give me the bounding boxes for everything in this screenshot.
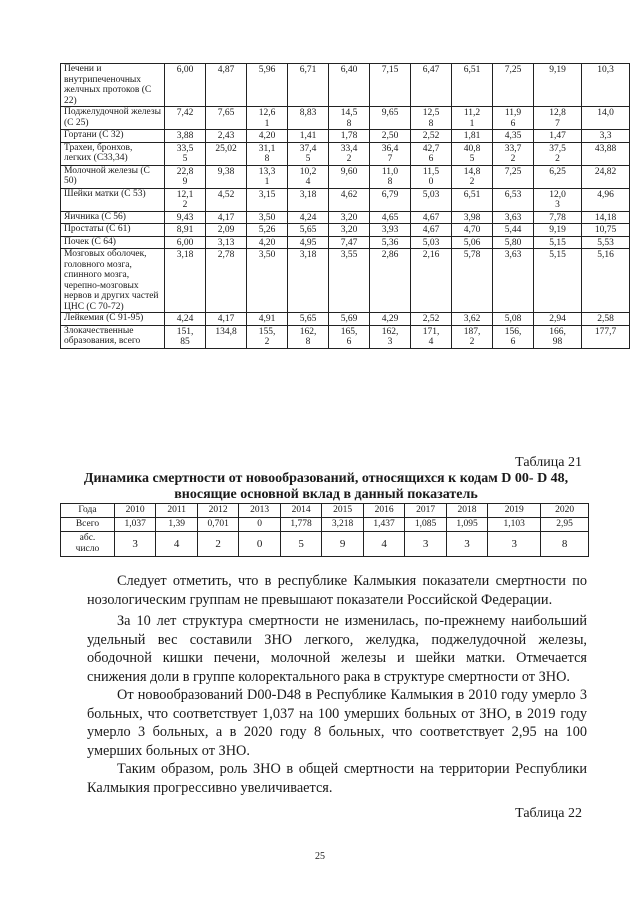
value-cell: 2,58 — [582, 313, 630, 326]
value-cell: 2,09 — [206, 224, 247, 237]
value-cell: 3,63 — [493, 211, 534, 224]
value-cell: 10,2 4 — [288, 165, 329, 188]
value-cell: 5,36 — [370, 236, 411, 249]
value-cell: 156, 6 — [493, 325, 534, 348]
table-21-title: Динамика смертности от новообразований, относящихся к кодам D 00- D 48, вносящие основной вклад в данный показатель — [83, 471, 569, 502]
value-cell: 11,9 6 — [493, 107, 534, 130]
value-cell: 42,7 6 — [411, 142, 452, 165]
value-cell: 37,4 5 — [288, 142, 329, 165]
value-cell: 12,8 7 — [534, 107, 582, 130]
year-cell: 2012 — [197, 504, 238, 518]
value-cell: 7,42 — [165, 107, 206, 130]
value-cell: 4,91 — [247, 313, 288, 326]
year-cell: 2017 — [405, 504, 446, 518]
total-cell: 0,701 — [197, 518, 238, 532]
value-cell: 5,69 — [329, 313, 370, 326]
paragraph-3: От новообразований D00-D48 в Республике Калмыкия в 2010 году умерло 3 больных, что соответствует 1,037 на 100 умерших больных от ЗНО, в 2019 году умерло 3 больных, а в 2020 году 8 больных, что соответствует 2,95 на 100 умерших больных от ЗНО. — [87, 687, 587, 760]
value-cell: 10,75 — [582, 224, 630, 237]
value-cell: 4,24 — [288, 211, 329, 224]
value-cell: 12,6 1 — [247, 107, 288, 130]
value-cell: 4,24 — [165, 313, 206, 326]
value-cell: 166, 98 — [534, 325, 582, 348]
value-cell: 10,3 — [582, 64, 630, 107]
total-cell: 1,095 — [446, 518, 487, 532]
value-cell: 4,35 — [493, 130, 534, 143]
table-row — [61, 224, 630, 237]
value-cell: 40,8 5 — [452, 142, 493, 165]
value-cell: 9,60 — [329, 165, 370, 188]
abs-cell: 3 — [405, 532, 446, 557]
table-21-header-row — [61, 504, 589, 518]
value-cell: 3,3 — [582, 130, 630, 143]
value-cell: 1,78 — [329, 130, 370, 143]
value-cell: 6,00 — [165, 236, 206, 249]
total-cell: 1,778 — [280, 518, 321, 532]
value-cell: 37,5 2 — [534, 142, 582, 165]
value-cell: 2,16 — [411, 249, 452, 313]
value-cell: 14,18 — [582, 211, 630, 224]
value-cell: 4,17 — [206, 211, 247, 224]
value-cell: 4,95 — [288, 236, 329, 249]
total-cell: 1,103 — [488, 518, 541, 532]
value-cell: 7,47 — [329, 236, 370, 249]
total-label-cell: Всего — [61, 518, 115, 532]
value-cell: 5,26 — [247, 224, 288, 237]
row-label-cell: Печени и внутрипеченочных желчных протоков (С 22) — [61, 64, 165, 107]
row-label-cell: Поджелудочной железы (С 25) — [61, 107, 165, 130]
row-label-cell: Яичника (С 56) — [61, 211, 165, 224]
value-cell: 6,25 — [534, 165, 582, 188]
row-label-cell: Трахеи, бронхов, легких (С33,34) — [61, 142, 165, 165]
row-label-cell: Молочной железы (С 50) — [61, 165, 165, 188]
value-cell: 4,96 — [582, 188, 630, 211]
value-cell: 3,20 — [329, 224, 370, 237]
value-cell: 4,62 — [329, 188, 370, 211]
years-header-cell: Года — [61, 504, 115, 518]
value-cell: 2,86 — [370, 249, 411, 313]
total-cell: 1,085 — [405, 518, 446, 532]
value-cell: 11,5 0 — [411, 165, 452, 188]
total-cell: 3,218 — [322, 518, 363, 532]
abs-cell: 8 — [541, 532, 589, 557]
value-cell: 9,43 — [165, 211, 206, 224]
abs-label-cell: абс. число — [61, 532, 115, 557]
year-cell: 2010 — [114, 504, 155, 518]
value-cell: 6,40 — [329, 64, 370, 107]
value-cell: 3,63 — [493, 249, 534, 313]
total-cell: 1,437 — [363, 518, 404, 532]
row-label-cell: Шейки матки (С 53) — [61, 188, 165, 211]
year-cell: 2014 — [280, 504, 321, 518]
value-cell: 25,02 — [206, 142, 247, 165]
value-cell: 9,65 — [370, 107, 411, 130]
value-cell: 14,8 2 — [452, 165, 493, 188]
abs-cell: 3 — [488, 532, 541, 557]
value-cell: 3,20 — [329, 211, 370, 224]
value-cell: 4,17 — [206, 313, 247, 326]
value-cell: 5,16 — [582, 249, 630, 313]
value-cell: 5,03 — [411, 188, 452, 211]
table-row — [61, 142, 630, 165]
value-cell: 2,52 — [411, 313, 452, 326]
value-cell: 3,88 — [165, 130, 206, 143]
abs-cell: 3 — [446, 532, 487, 557]
value-cell: 162, 8 — [288, 325, 329, 348]
page-number: 25 — [315, 851, 325, 862]
paragraph-1: Следует отметить, что в республике Калмыкия показатели смертности по нозологическим группам не превышают показатели Российской Федерации. — [87, 573, 587, 608]
value-cell: 3,13 — [206, 236, 247, 249]
value-cell: 134,8 — [206, 325, 247, 348]
value-cell: 4,65 — [370, 211, 411, 224]
row-label-cell: Простаты (С 61) — [61, 224, 165, 237]
value-cell: 1,81 — [452, 130, 493, 143]
value-cell: 3,15 — [247, 188, 288, 211]
value-cell: 7,25 — [493, 165, 534, 188]
value-cell: 187, 2 — [452, 325, 493, 348]
value-cell: 24,82 — [582, 165, 630, 188]
value-cell: 12,0 3 — [534, 188, 582, 211]
value-cell: 155, 2 — [247, 325, 288, 348]
value-cell: 2,52 — [411, 130, 452, 143]
value-cell: 6,51 — [452, 188, 493, 211]
value-cell: 177,7 — [582, 325, 630, 348]
value-cell: 22,8 9 — [165, 165, 206, 188]
table-21-label: Таблица 21 — [515, 455, 582, 470]
value-cell: 165, 6 — [329, 325, 370, 348]
row-label-cell: Лейкемия (С 91-95) — [61, 313, 165, 326]
abs-cell: 0 — [239, 532, 280, 557]
year-cell: 2016 — [363, 504, 404, 518]
table-row — [61, 313, 630, 326]
value-cell: 8,91 — [165, 224, 206, 237]
value-cell: 3,50 — [247, 211, 288, 224]
value-cell: 14,0 — [582, 107, 630, 130]
value-cell: 12,5 8 — [411, 107, 452, 130]
value-cell: 9,19 — [534, 64, 582, 107]
value-cell: 11,2 1 — [452, 107, 493, 130]
value-cell: 5,80 — [493, 236, 534, 249]
value-cell: 7,25 — [493, 64, 534, 107]
value-cell: 3,55 — [329, 249, 370, 313]
value-cell: 3,18 — [165, 249, 206, 313]
value-cell: 3,50 — [247, 249, 288, 313]
value-cell: 36,4 7 — [370, 142, 411, 165]
value-cell: 4,67 — [411, 224, 452, 237]
year-cell: 2011 — [156, 504, 197, 518]
value-cell: 33,7 2 — [493, 142, 534, 165]
abs-cell: 4 — [363, 532, 404, 557]
value-cell: 5,53 — [582, 236, 630, 249]
mortality-by-site-table — [60, 63, 630, 349]
total-cell: 2,95 — [541, 518, 589, 532]
value-cell: 5,44 — [493, 224, 534, 237]
value-cell: 9,38 — [206, 165, 247, 188]
abs-cell: 3 — [114, 532, 155, 557]
value-cell: 33,4 2 — [329, 142, 370, 165]
value-cell: 6,79 — [370, 188, 411, 211]
total-cell: 1,39 — [156, 518, 197, 532]
value-cell: 7,78 — [534, 211, 582, 224]
table-row — [61, 325, 630, 348]
table-21 — [60, 503, 589, 557]
row-label-cell: Злокачественные образования, всего — [61, 325, 165, 348]
value-cell: 4,67 — [411, 211, 452, 224]
value-cell: 5,65 — [288, 313, 329, 326]
value-cell: 162, 3 — [370, 325, 411, 348]
value-cell: 14,5 8 — [329, 107, 370, 130]
value-cell: 171, 4 — [411, 325, 452, 348]
value-cell: 2,78 — [206, 249, 247, 313]
value-cell: 5,65 — [288, 224, 329, 237]
value-cell: 5,15 — [534, 236, 582, 249]
year-cell: 2018 — [446, 504, 487, 518]
value-cell: 2,50 — [370, 130, 411, 143]
value-cell: 9,19 — [534, 224, 582, 237]
table-21-total-row — [61, 518, 589, 532]
paragraph-4: Таким образом, роль ЗНО в общей смертности на территории Республики Калмыкия прогрессивно увеличивается. — [87, 761, 587, 796]
value-cell: 2,43 — [206, 130, 247, 143]
table-row — [61, 64, 630, 107]
value-cell: 12,1 2 — [165, 188, 206, 211]
table-row — [61, 236, 630, 249]
value-cell: 7,65 — [206, 107, 247, 130]
value-cell: 6,71 — [288, 64, 329, 107]
abs-cell: 9 — [322, 532, 363, 557]
value-cell: 1,47 — [534, 130, 582, 143]
value-cell: 7,15 — [370, 64, 411, 107]
table-row — [61, 130, 630, 143]
table-row — [61, 211, 630, 224]
value-cell: 5,06 — [452, 236, 493, 249]
value-cell: 5,78 — [452, 249, 493, 313]
value-cell: 2,94 — [534, 313, 582, 326]
year-cell: 2015 — [322, 504, 363, 518]
value-cell: 6,00 — [165, 64, 206, 107]
value-cell: 6,53 — [493, 188, 534, 211]
value-cell: 3,98 — [452, 211, 493, 224]
year-cell: 2020 — [541, 504, 589, 518]
value-cell: 4,29 — [370, 313, 411, 326]
table-row — [61, 107, 630, 130]
abs-cell: 5 — [280, 532, 321, 557]
value-cell: 31,1 8 — [247, 142, 288, 165]
value-cell: 6,51 — [452, 64, 493, 107]
value-cell: 3,93 — [370, 224, 411, 237]
value-cell: 3,18 — [288, 249, 329, 313]
value-cell: 13,3 1 — [247, 165, 288, 188]
total-cell: 0 — [239, 518, 280, 532]
value-cell: 151, 85 — [165, 325, 206, 348]
value-cell: 43,88 — [582, 142, 630, 165]
abs-cell: 2 — [197, 532, 238, 557]
value-cell: 4,70 — [452, 224, 493, 237]
value-cell: 5,03 — [411, 236, 452, 249]
value-cell: 5,15 — [534, 249, 582, 313]
table-22-label: Таблица 22 — [515, 806, 582, 821]
table-21-abs-row — [61, 532, 589, 557]
table-row — [61, 165, 630, 188]
row-label-cell: Гортани (С 32) — [61, 130, 165, 143]
year-cell: 2019 — [488, 504, 541, 518]
value-cell: 6,47 — [411, 64, 452, 107]
year-cell: 2013 — [239, 504, 280, 518]
paragraph-2: За 10 лет структура смертности не изменилась, по-прежнему наибольший удельный вес составили ЗНО легкого, желудка, поджелудочной железы, ободочной кишки печени, молочной железы и шейки матки. Отмечается снижения доли в группе колоректального рака в структуре смертности от ЗНО. — [87, 613, 587, 686]
value-cell: 4,52 — [206, 188, 247, 211]
table-row — [61, 249, 630, 313]
value-cell: 1,41 — [288, 130, 329, 143]
value-cell: 4,20 — [247, 236, 288, 249]
value-cell: 3,62 — [452, 313, 493, 326]
value-cell: 3,18 — [288, 188, 329, 211]
total-cell: 1,037 — [114, 518, 155, 532]
value-cell: 33,5 5 — [165, 142, 206, 165]
value-cell: 4,87 — [206, 64, 247, 107]
value-cell: 5,08 — [493, 313, 534, 326]
value-cell: 4,20 — [247, 130, 288, 143]
value-cell: 11,0 8 — [370, 165, 411, 188]
abs-cell: 4 — [156, 532, 197, 557]
table-row — [61, 188, 630, 211]
row-label-cell: Почек (С 64) — [61, 236, 165, 249]
row-label-cell: Мозговых оболочек, головного мозга, спинного мозга, черепно-мозговых нервов и других частей ЦНС (С 70-72) — [61, 249, 165, 313]
value-cell: 8,83 — [288, 107, 329, 130]
value-cell: 5,96 — [247, 64, 288, 107]
